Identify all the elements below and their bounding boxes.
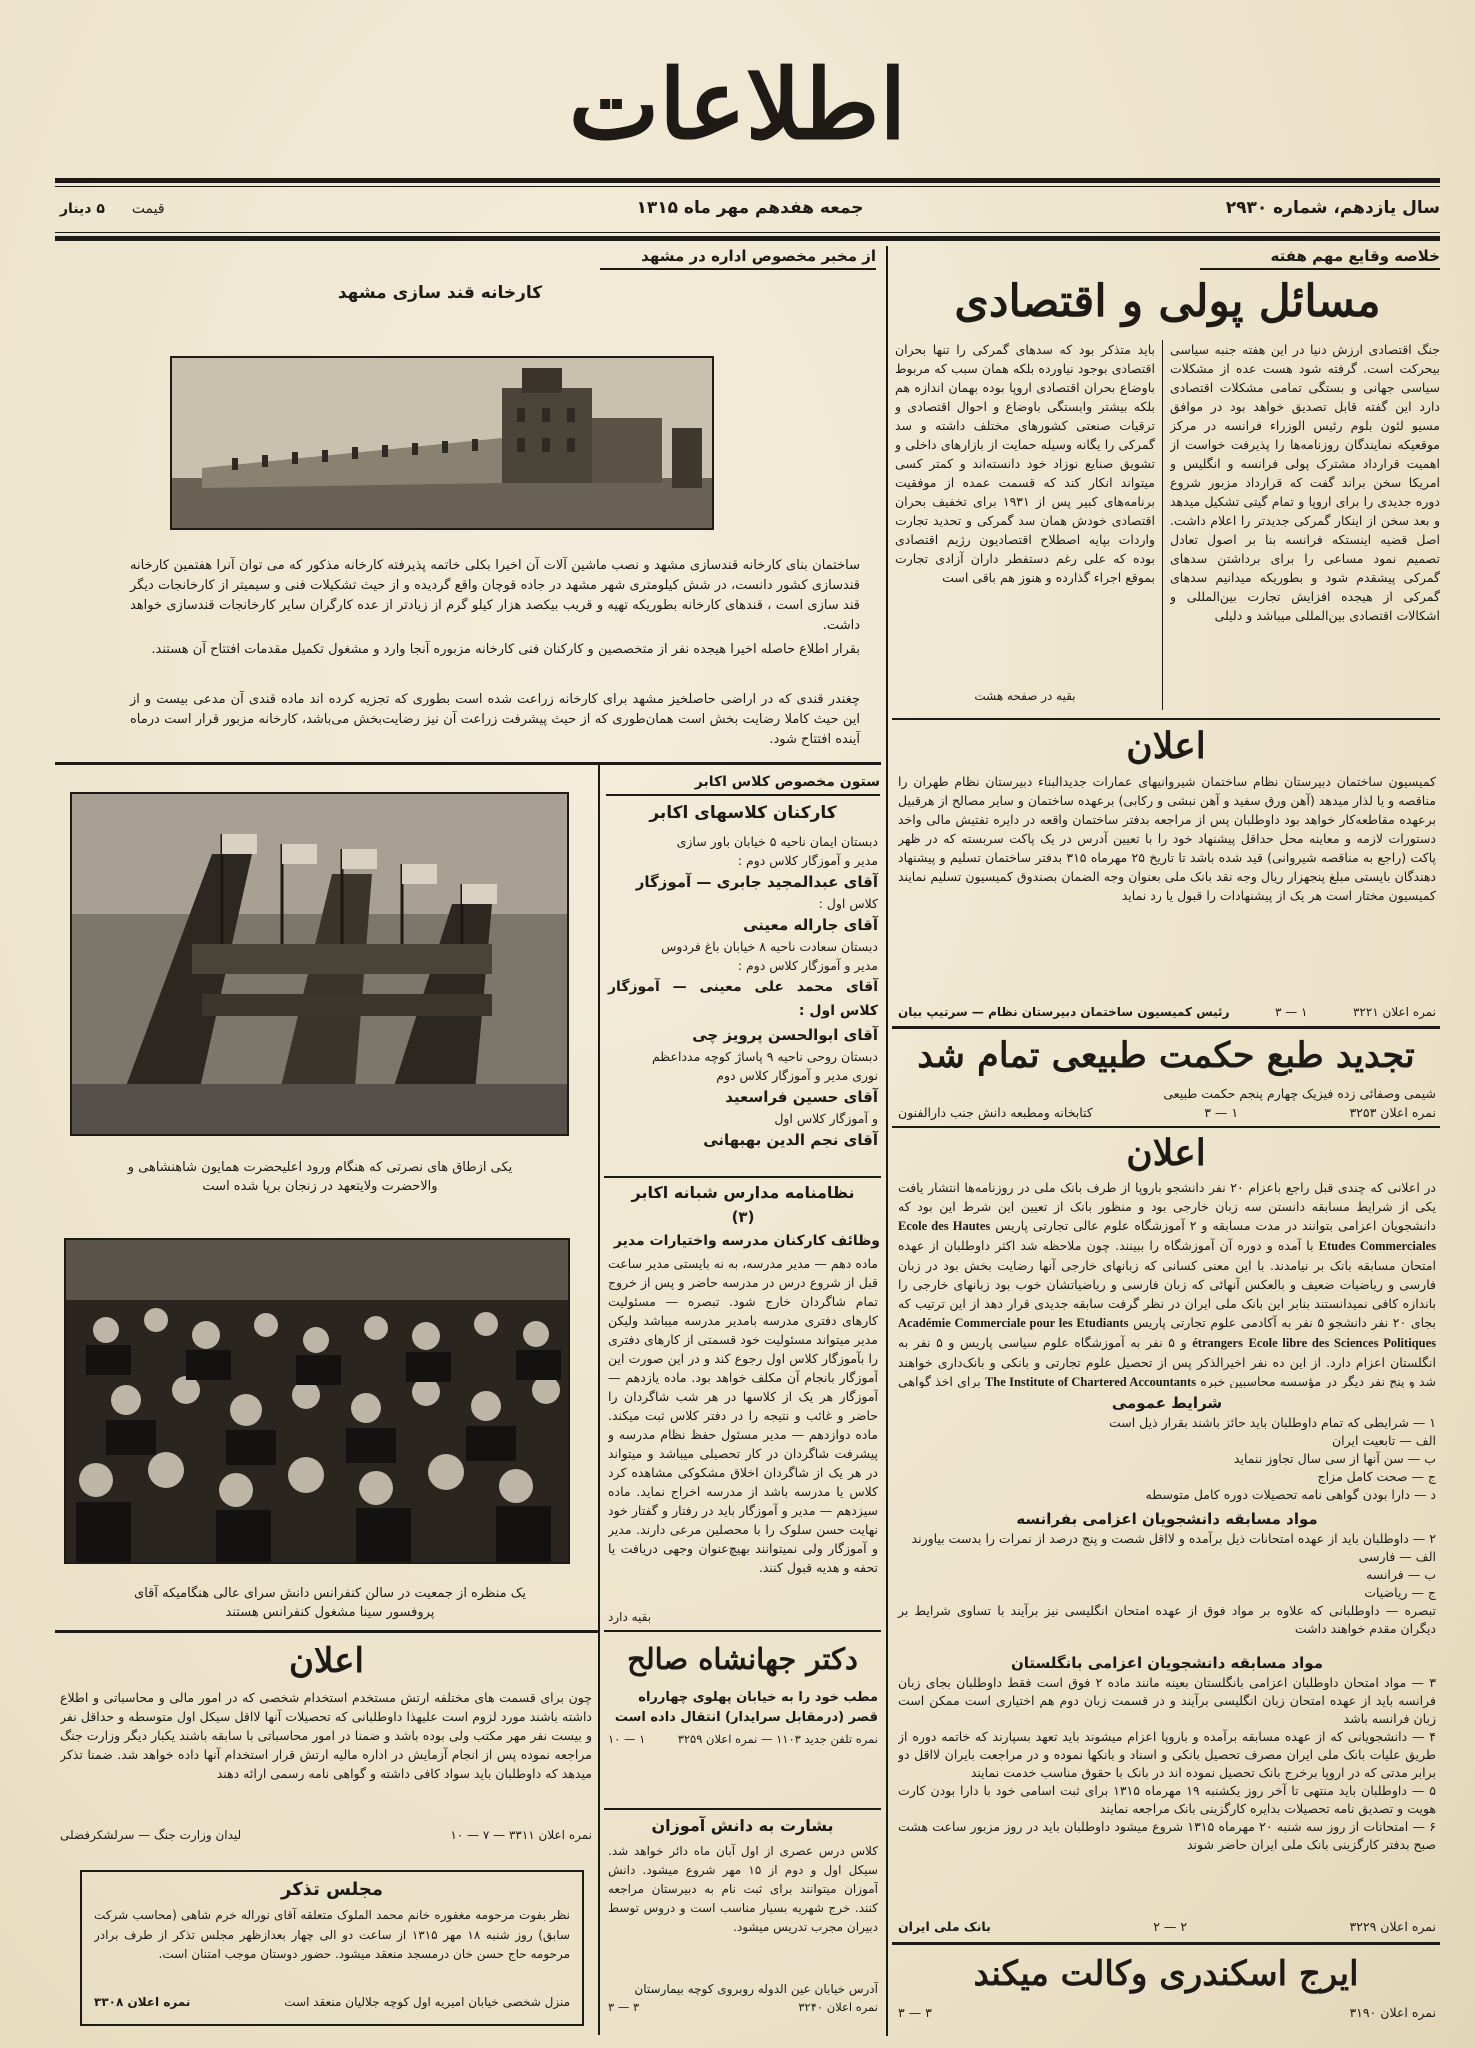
students-footer: [608, 1998, 878, 2016]
arch-caption: یکی ازطاق های نصرتی که هنگام ورود اعلیحضرت همایون شاهنشاهی و والاحضرت ولایتعهد در زنجان برپا شده است: [127, 1160, 513, 1194]
ad1-footer-no: نمره اعلان ۳۲۲۱: [1352, 1005, 1436, 1019]
ad2-latin-3: Ecole libre des Sciences Politiques: [1248, 1336, 1436, 1350]
ad1-title: اعلان: [1126, 725, 1206, 767]
ad3-sign: لیدان وزارت جنگ — سرلشکرفضلی: [60, 1828, 242, 1842]
summary-heading: خلاصه وقایع مهم هفته: [1200, 244, 1440, 270]
students-addr: آدرس خیابان عین الدوله روبروی کوچه بیمارستان: [634, 1982, 878, 1996]
ad1-footer: [898, 1003, 1436, 1021]
price-label: قیمت: [131, 201, 165, 217]
adult-line: آقای حسین فراسعید: [725, 1088, 878, 1106]
masthead-rule-top-thin: [55, 186, 1440, 187]
fr-item: الف — فارسی: [1358, 1549, 1436, 1564]
adult-title: کارکنان کلاسهای اکابر: [649, 803, 837, 823]
ad1-footer-sign: رئیس کمیسیون ساختمان دبیرستان نظام — سرتیپ بیان: [898, 1005, 1230, 1019]
ad1-body: کمیسیون ساختمان دبیرستان نظام ساختمان شیروانیهای عمارات جدیدالبناء دبیرستان نظام طهران را مناقصه و یا لذار میدهد (آهن ورق سفید و آهن نبشی و رکابی) برعهده ساختمان و سایر مصالح از هرقبیل برعهده مقاطعه‌کار خواهد بود داوطلبان پس از مراجعه بدفتر ساختمان واقعه در دایره تفتیش مالی واخد دستورات لازمه و معاینه محل حداقل پیشنهاد خود را با تعیین آدرس در یک پاکت سربسته که در ظهر پاکت (راجع به مناقصه شیروانی) قید شده باشد تا تاریخ ۲۵ مهرماه ۳۱۵ بدفتر ساختمان تسلیم و پیشنهاد دهندگان بایستی مبلغ پنجهزار ریال وجه نقد بانک ملی بعنوان وجه الضمان بصندوق کمیسیون تسلیم نمایند کمیسیون مختار است هر یک از پیشنهادات را قبول یا رد نماید: [898, 774, 1436, 903]
ad3-body: چون برای قسمت های مختلفه ارتش مستخدم استخدام شخصی که در امور مالی و محاسباتی و اطلاع داشته باشند مورد لزوم است علیهذا داوطلبانی که تحصیلات آنها لااقل سیکل اول متوسطه و حداقل نفر و بیست نفر مهر مکتب ولی بوده باشد و ضمنا در امور محاسباتی با سابقه باشند یکبار دیگر وزارت جنگ مراجعه نموده پس از انجام آزمایش در اداره مالیه ارتش قرار استخدام آنها داده خواهد شد. ضمنا تذکر میدهد که داوطلبان باید سواد کافی داشته و گواهی نامه رسمی ارائه دهند: [60, 1690, 592, 1781]
memorial-title: مجلس تذکر: [281, 1879, 383, 1900]
fr-item: تبصره — داوطلبانی که علاوه بر مواد فوق از عهده امتحان انگلیسی نیز برآیند با تساوی شرایط بر دیگران مقدم خواهند داشت: [898, 1603, 1436, 1636]
adult-line: مدیر و آموزگار کلاس دوم :: [737, 853, 878, 868]
cond-item: ج — صحت کامل مزاج: [1317, 1469, 1436, 1484]
masthead-date: جمعه هفدهم مهر ماه ۱۳۱۵: [636, 198, 864, 218]
mashhad-body-3: چغندر قندی که در اراضی حاصلخیز مشهد برای کارخانه زراعت شده است بطوری که تجزیه کرده اند ماده قندی آن مدعی بیست و از این حیث کاملا رضایت بخش است همان‌طوری که از حیث پیشرفت زراعت آن نیز رضایت‌بخش می‌باشد، کارخانه مزبور قرار است درماه آینده افتتاح شود.: [130, 692, 860, 747]
ad3-footer: [60, 1826, 592, 1844]
ad2-footer-no: نمره اعلان ۳۲۲۹: [1349, 1919, 1436, 1934]
cond-item: د — دارا بودن گواهی نامه تحصیلات دوره کامل متوسطه: [1145, 1487, 1436, 1502]
lead-col-divider: [1162, 340, 1163, 710]
students-no: نمره اعلان ۳۲۴۰: [798, 2000, 878, 2014]
masthead-title: اطلاعات: [568, 48, 907, 161]
doctor-count: ۱ — ۱۰: [608, 1732, 646, 1746]
adult-line: و آموزگار کلاس اول: [774, 1111, 878, 1126]
rule-book-top: [892, 1026, 1440, 1029]
students-count: ۳ — ۳: [608, 2000, 640, 2014]
book-no: نمره اعلان ۳۲۵۳: [1349, 1105, 1436, 1120]
conference-caption: یک منظره از جمعیت در سالن کنفرانس دانش سرای عالی هنگامیکه آقای پروفسور سینا مشغول کنفرانس هستند: [134, 1586, 526, 1620]
cond-item: ۱ — شرایطی که تمام داوطلبان باید حائز باشند بقرار ذیل است: [1108, 1415, 1436, 1430]
ad2-latin-4: The Institute of Chartered Accountants: [984, 1375, 1197, 1388]
book-count: ۱ — ۳: [1204, 1105, 1239, 1120]
rule-lawyer-top: [892, 1942, 1440, 1945]
column-divider-inner: [598, 765, 600, 2035]
uk-item: ۴ — دانشجویانی که از عهده مسابقه برآمده و باروپا اعزام میشوند باید تعهد بسپارند که خاتمه دوره از طریق علیات بانک ملی ایران مصرف تحصیل بانکی و اسناد و بانکها نموده و در مراجعت بایران لااقل دو برابر مدتی که در اروپا برخرج بانک تحصیل نموده اند در بانک با حقوق مناسب خدمت نمایند: [898, 1729, 1436, 1780]
lawyer-count: ۳ — ۳: [898, 2005, 932, 2020]
sugar-factory-photo: [170, 356, 714, 530]
ad2-footer: [898, 1918, 1436, 1936]
rule-night-top: [604, 1176, 881, 1178]
memorial-body: نظر بفوت مرحومه مغفوره خانم محمد الملوک متعلقه آقای نوراله خرم شاهی (محاسب شرکت سابق) روز شنبه ۱۸ مهر ۱۳۱۵ از ساعت دو الی چهار بعدازظهر مجلس تذکر از طرف برادر مرحومه حاج حسن خان درمسجد منعقد میشود. حضور دوستان موجب امتنان است.: [94, 1908, 570, 1961]
students-title: بشارت به دانش آموزان: [651, 1816, 834, 1835]
lawyer-title: ایرج اسکندری وکالت میکند: [973, 1954, 1359, 1994]
masthead-rule-bottom-thick: [55, 236, 1440, 241]
uk-heading: مواد مسابقه دانشجویان اعزامی بانگلستان: [1010, 1654, 1324, 1672]
lead-title: مسائل پولی و اقتصادی: [954, 276, 1381, 327]
cond-heading: شرایط عمومی: [1111, 1394, 1223, 1412]
memorial-footer: [94, 1992, 570, 2012]
night-body: ماده دهم — مدیر مدرسه، به نه بایستی مدیر ساعت قبل از شروع درس در مدرسه حاضر و پس از خروج تمام شاگردان خارج شود. تبصره — مسئولیت کارهای دفتری مدرسه بامدیر مدرسه میباشد ولیکن مدیر میتواند مسئولیت خود قسمتی از کارهای دفتری را بآموزگار کلاس اول رجوع کند و در این صورت این آموزگار بانجام آن مکلف خواهد بود. ماده یازدهم — آموزگار هر یک از کلاسها در هر شب شاگردان را حاضر و غائب و نتیجه را در دفتر کلاس ثبت میکند. ماده دوازدهم — مدیر مسئول حفظ نظام مدرسه و پیشرفت شاگردان در کار تحصیلی میباشد و میتواند در هر یک از شاگردان اخلاق مشکوکی مشاهده کرد کلاس یا مدرسه باشد از مدرسه اخراج نماید. ماده سیزدهم — مدیر و آموزگار باید در رفتار و گفتار خود نهایت حسن سلوک را با محصلین مرعی دارند. مدیر و آموزگار ولی نمیتوانند بهیچ‌عنوان وجهی دریافت یا تحفه و هدیه قبول کنند.: [608, 1256, 878, 1575]
price-value: ۵ دینار: [60, 201, 105, 217]
ad2-footer-count: ۲ — ۲: [1153, 1919, 1188, 1934]
book-line-2: کتابخانه ومطبعه دانش جنب دارالفنون: [898, 1105, 1093, 1120]
mashhad-body-1: ساختمان بنای کارخانه قندسازی مشهد و نصب ماشین آلات آن اخیرا بکلی خاتمه پذیرفته کارخانه مذکور که می توان آنرا هفتمین کارخانه قندسازی کشور دانست، در شش کیلومتری شهر مشهد در جاده قوچان واقع گردیده و از حیث تشکیلات فنی و سیمیتر از کارخانجات دیگر قند سازی است ، قندهای کارخانه بطوریکه تهیه و قریب بیکصد هزار کیلو گرم از زیادتر از عده کارگران سایر کارخانجات قندسازی خواهد داشت.: [130, 558, 860, 633]
night-part: (۳): [731, 1208, 755, 1226]
rule-students-top: [604, 1808, 881, 1810]
doctor-footer: [608, 1730, 878, 1748]
adult-line: کلاس اول :: [818, 896, 878, 911]
doctor-line-3: نمره تلفن جدید ۱۱۰۳ — نمره اعلان ۳۲۵۹: [677, 1732, 878, 1746]
column-divider-main: [886, 246, 888, 2036]
fr-item: ۲ — داوطلبان باید از عهده امتحانات ذیل برآمده و لااقل شصت و پنج درصد از نمرات را بدست بیاورند: [911, 1531, 1436, 1546]
adult-line: آقای جاراله معینی: [743, 916, 878, 934]
uk-item: ۵ — داوطلبان باید منتهی تا آخر روز یکشنبه ۱۹ مهرماه ۱۳۱۵ برای ثبت اسامی خود با دارا بودن کارت هویت و تصدیق نامه تحصیلات بدایره کارگزینی بانک مراجعه نمایند: [898, 1783, 1436, 1816]
ad2-p3: و ۵ نفر به آموزشگاه علوم سیاسی پاریس و ۵ نفر به انگلستان اعزام دارد. از این ده نفر اخیرالذکر پس از تحصیل علوم تجارتی و بانکی و بانک‌داری خواهند شد و پنج نفر دیگر در مؤسسه محاسبین خبره: [898, 1335, 1436, 1388]
adult-line: آقای محمد علی معینی — آموزگار کلاس اول :: [608, 979, 878, 1019]
night-sub: وظائف کارکنان مدرسه واختیارات مدیر: [613, 1233, 880, 1249]
adult-line: آقای ابوالحسن پرویز چی: [692, 1026, 878, 1044]
adult-line: آقای نجم الدین بهبهانی: [703, 1131, 878, 1149]
rule-mashhad-bottom: [55, 762, 881, 765]
ad2-p4: برای اخذ گواهی: [898, 1374, 981, 1388]
triumphal-arch-illustration: [72, 794, 567, 1134]
cond-list: [898, 1414, 1436, 1504]
conference-crowd-illustration: [66, 1240, 568, 1562]
ad2-p2: با آمده و دوره آن آموزشگاه را ببینند. چون ملاحظه شد اکثر داوطلبان از عهده امتحان مسابقه بانک بر نیامدند. با این معنی کسانی که زبانهای خارجی آنها رضایت بخش بود در زبان فارسی و ریاضیات ضعیف و بالعکس آنهائی که زبان فارسی و ریاضیاتشان خوب بود زبانهای خارجی را باندازه کافی نمیدانستند بنابر این بانک ملی ایران در نظر گرفت سابقه جدیدی قرار دهد از این ترتیب که بجای ۲۰ نفر دانشجو ۵ نفر به آکادمی علوم تجارتی پاریس: [898, 1238, 1436, 1330]
doctor-title: دکتر جهانشاه صالح: [627, 1642, 858, 1676]
ad3-title: اعلان: [289, 1641, 364, 1681]
masthead-rule-bottom: [55, 232, 1440, 233]
rule-ad1-top: [892, 718, 1440, 720]
masthead-issue: سال یازدهم، شماره ۲۹۳۰: [1225, 198, 1440, 218]
adult-heading: ستون مخصوص کلاس اکابر: [606, 770, 880, 796]
doctor-line-2: قصر (درمقابل سرایدار) انتقال داده است: [614, 1710, 878, 1725]
book-title: تجدید طبع حکمت طبیعی تمام شد: [917, 1035, 1415, 1076]
adult-line: دبستان روحی ناحیه ۹ پاساژ کوچه مدداعظم: [651, 1049, 878, 1064]
lead-col-1: جنگ اقتصادی ارزش دنیا در این هفته جنبه سیاسی بیحرکت است. گرفته شود هست عده از مشکلات سیاسی جهانی و بستگی تمامی مشکلات اقتصادی دارد این گفته قابل تصدیق خواهد بود در موافق مسیو لئون بلوم رئیس الوزراء فرانسه در مرکز موقعیکه نمایندگان روزنامه‌ها را پذیرفت خواست از اهمیت قرارداد مشترک پولی فرانسه و انگلیس و امریکا سخن براند گفت که قرارداد مزبور شروع دوره جدیدی را برای اروپا و تمام گیتی تشکیل میدهد و بعد سخن از اینکار گمرکی جدیدتر را اعلام داشت. اصل قضیه اینستکه فرانسه بنا بر اصول تعادل تصمیم نمود مساعی را برای برداشتن سدهای گمرکی پیشقدم شود و بطوریکه میدانیم سدهای گمرکی از هیجده افزایش تجارت بین‌المللی و اشکالات اقتصادی بین‌المللی میباشد و دلیلی: [1170, 342, 1440, 623]
ad3-footer-no: نمره اعلان ۳۳۱۱ — ۷ — ۱۰: [450, 1828, 592, 1842]
lawyer-footer: [898, 2004, 1436, 2022]
fr-item: ب — فرانسه: [1366, 1567, 1436, 1582]
mashhad-title: کارخانه قند سازی مشهد: [337, 283, 543, 303]
masthead-price: [60, 196, 260, 222]
uk-item: ۶ — امتحانات از روز سه شنبه ۲۰ مهرماه ۱۳۱۵ شروع میشود داوطلبان باید در روز مزبور ساعت هشت صبح بدفتر کارگزینی بانک ملی ایران حاضر شوند: [898, 1819, 1436, 1852]
students-body: کلاس درس عصری از اول آبان ماه دائر خواهد شد. سیکل اول و دوم از ۱۵ مهر شروع میشود. دانش آموزان میتوانند برای ثبت نام به دبیرستان مراجعه کنند. خرج شهریه بسیار مناسب است و دروس توسط دبیران مجرب تدریس میشود.: [608, 1844, 878, 1934]
mashhad-body-2: بقرار اطلاع حاصله اخیرا هیجده نفر از متخصصین و کارکنان فنی کارخانه مزبوره آنجا وارد و مشغول تکمیل مقدمات افتتاح آن هستند.: [151, 642, 860, 657]
fr-heading: مواد مسابقه دانشجویان اعزامی بفرانسه: [1016, 1510, 1318, 1528]
ad2-latin-1: Ecole des Hautes Etudes Commerciales: [898, 1219, 1436, 1253]
memorial-no: نمره اعلان ۳۳۰۸: [94, 1995, 191, 2009]
doctor-line-1: مطب خود را به خیابان پهلوی چهارراه: [638, 1690, 878, 1705]
cond-item: الف — تابعیت ایران: [1332, 1433, 1436, 1448]
ad2-title: اعلان: [1126, 1132, 1206, 1174]
book-line-1: شیمی وصفائی زده فیزیک چهارم پنجم حکمت طبیعی: [1163, 1086, 1436, 1101]
book-footer: [898, 1103, 1436, 1122]
ad2-footer-sign: بانک ملی ایران: [898, 1919, 991, 1934]
adult-line: آقای عبدالمجید جابری — آموزگار: [635, 873, 878, 891]
uk-item: ۳ — مواد امتحان داوطلبان اعزامی بانگلستان بعینه مانند ماده ۲ فوق است فقط داوطلبان بجای زبان فرانسه باید از عهده امتحان زبان انگلیسی برآیند و در قسمت زبان دوم هم اختیاری است ممکن است زبان فرانسه باشد: [898, 1675, 1436, 1726]
lead-continued: بقیه در صفحه هشت: [974, 689, 1076, 703]
ad2-p1: در اعلانی که چندی قبل راجع باعزام ۲۰ نفر دانشجو باروپا از طرف بانک ملی در روزنامه‌ها انتشار یافت یکی از شرایط مسابقه دانستن سه زبان خارجی بود و منظور بانک از تعیین این شرط این بود که دانشجویان اعزامی بتوانند در مدت مسابقه و ۲ آموزشگاه علوم عالی تجارتی پاریس: [898, 1180, 1436, 1233]
adult-line: دبستان سعادت ناحیه ۸ خیابان باغ فردوس: [661, 939, 878, 954]
memorial-addr: منزل شخصی خیابان امیریه اول کوچه جلالیان منعقد است: [284, 1995, 570, 2009]
masthead-rule-top: [55, 178, 1440, 183]
night-title: نظامنامه مدارس شبانه اکابر: [631, 1183, 855, 1202]
adult-line: نوری مدیر و آموزگار کلاس دوم: [716, 1068, 878, 1083]
adult-list: [608, 832, 878, 1152]
arch-photo: [70, 792, 569, 1136]
memorial-box: [80, 1870, 584, 2026]
fr-list: [898, 1530, 1436, 1638]
mashhad-heading: از مخبر مخصوص اداره در مشهد: [600, 244, 876, 270]
ad2-latin-2: Académie Commerciale pour les Etudiants étrangers: [898, 1316, 1243, 1350]
conference-photo: [64, 1238, 570, 1564]
lawyer-no: نمره اعلان ۳۱۹۰: [1349, 2005, 1436, 2020]
adult-line: مدیر و آموزگار کلاس دوم :: [737, 958, 878, 973]
cond-item: ب — سن آنها از سی سال تجاوز ننماید: [1233, 1451, 1436, 1466]
adult-line: دبستان ایمان ناحیه ۵ خیابان باور سازی: [676, 834, 878, 849]
uk-list: [898, 1674, 1436, 1914]
factory-illustration: [172, 358, 712, 528]
ad2-body: [898, 1178, 1436, 1388]
rule-doctor-top: [604, 1630, 881, 1632]
night-end: بقیه دارد: [608, 1610, 652, 1624]
fr-item: ج — ریاضیات: [1364, 1585, 1436, 1600]
lead-col-2: باید متذکر بود که سدهای گمرکی را تنها بحران اقتصادی بوجود نیاورده بلکه همان سبب که مربوط باوضاع بحران اقتصادی اروپا بوده بهمان اندازه هم بلکه بیشتر وابستگی باوضاع و احوال اقتصادی و ترقیات صنعتی کشورهای مختلف داشته و سد گمرکی را یگانه وسیله حمایت از بازارهای داخلی و تشویق صنایع نوزاد خود دانسته‌اند و کمتر کسی میتواند انکار کند که قسمت عمده از موفقیت برنامه‌های کبیر پس از ۱۹۳۱ برای تخفیف بحران اقتصادی خودش همان سد گمرکی و تحدید تجارت واردات بپایه اصطلاح اقتصادیون رژیم اقتصادی بوده که علی رغم دستفطر داران آزادی تجارت بموقع اجراء گذارده و هنوز هم باقی است: [895, 342, 1155, 585]
ad1-footer-count: ۱ — ۳: [1274, 1005, 1308, 1019]
rule-ad3-top: [55, 1630, 598, 1633]
